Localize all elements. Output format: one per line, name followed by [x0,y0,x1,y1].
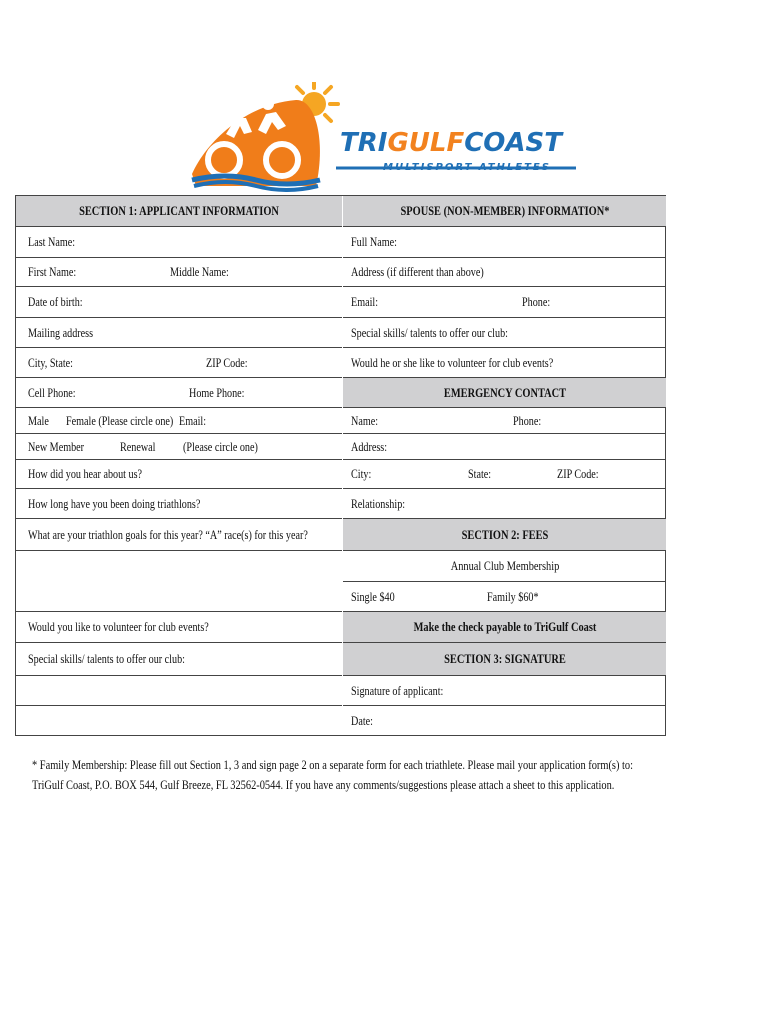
section1-header: SECTION 1: APPLICANT INFORMATION [16,196,342,227]
goals-answer-field[interactable] [16,551,342,612]
dob-field[interactable]: Date of birth: [16,287,342,318]
city-state-zip-field[interactable]: City, State: ZIP Code: [16,348,342,378]
emergency-contact-header: EMERGENCY CONTACT [343,378,666,408]
phone-field[interactable]: Cell Phone: Home Phone: [16,378,342,408]
goals-field[interactable]: What are your triathlon goals for this year? “A” race(s) for this year? [16,519,342,551]
fee-options-field[interactable]: Single $40 Family $60* [343,582,666,612]
years-triathlon-field[interactable]: How long have you been doing triathlons? [16,489,342,519]
spouse-volunteer-field[interactable]: Would he or she like to volunteer for club events? [343,348,666,378]
emergency-relationship-field[interactable]: Relationship: [343,489,666,519]
annual-membership-label: Annual Club Membership [343,551,666,582]
skills-answer-field-2[interactable] [16,706,342,735]
spouse-full-name-field[interactable]: Full Name: [343,227,666,258]
mailing-address-field[interactable]: Mailing address [16,318,342,348]
spouse-email-phone-field[interactable]: Email: Phone: [343,287,666,318]
fees-header: SECTION 2: FEES [343,519,666,551]
first-middle-name-field[interactable]: First Name: Middle Name: [16,258,342,287]
volunteer-field[interactable]: Would you like to volunteer for club events? [16,612,342,643]
last-name-field[interactable]: Last Name: [16,227,342,258]
check-payable-note: Make the check payable to TriGulf Coast [343,612,666,643]
spouse-address-field[interactable]: Address (if different than above) [343,258,666,287]
mailing-address-note: TriGulf Coast, P.O. BOX 544, Gulf Breeze, FL 32562-0544. If you have any comments/suggestions please attach a sheet to this application. [32,777,615,792]
skills-answer-field[interactable] [16,676,342,706]
membership-type-field[interactable]: New Member Renewal (Please circle one) [16,434,342,460]
emergency-name-phone-field[interactable]: Name: Phone: [343,408,666,434]
hear-about-field[interactable]: How did you hear about us? [16,460,342,489]
spouse-header: SPOUSE (NON-MEMBER) INFORMATION* [343,196,666,227]
emergency-address-field[interactable]: Address: [343,434,666,460]
family-membership-note: * Family Membership: Please fill out Section 1, 3 and sign page 2 on a separate form for each triathlete. Please mail your application form(s) to: [32,757,634,772]
application-form [15,195,666,736]
signature-field[interactable]: Signature of applicant: [343,676,666,706]
logo-tagline: MULTISPORT ATHLETES [383,162,551,173]
skills-field[interactable]: Special skills/ talents to offer our club: [16,643,342,676]
logo-wordmark: TRIGULFCOAST [340,128,562,158]
gender-email-field[interactable]: Male Female (Please circle one) Email: [16,408,342,434]
date-field[interactable]: Date: [351,712,373,728]
spouse-skills-field[interactable]: Special skills/ talents to offer our club: [343,318,666,348]
emergency-city-state-zip-field[interactable]: City: State: ZIP Code: [343,460,666,489]
signature-header: SECTION 3: SIGNATURE [343,643,666,676]
